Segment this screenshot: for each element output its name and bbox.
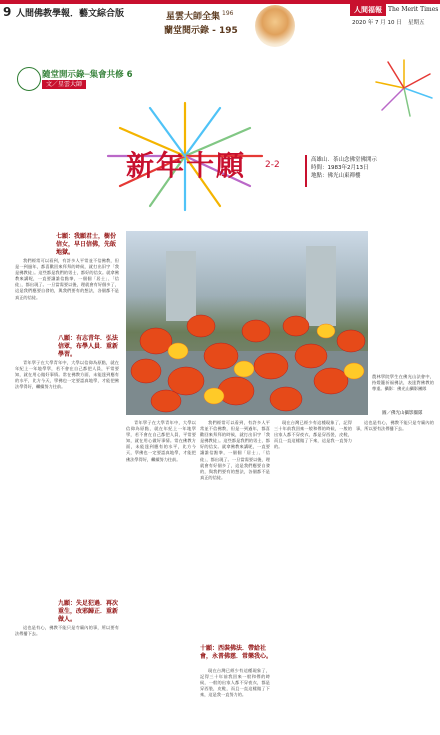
article-title: 新年十願	[126, 149, 247, 182]
section-2-body	[15, 360, 119, 570]
section-4-body	[200, 668, 270, 723]
article-kicker: 隨堂開示錄─集會共修 6	[42, 70, 133, 80]
section-2-title: 八願：有志青年．弘法信眾，布學人員．重新學習。	[58, 335, 119, 358]
lotus-icon	[17, 67, 41, 91]
section-3-text: 這也是有心，佛教不能只是寺廟內的事，所以要有法傳播下去。	[15, 625, 119, 637]
page-number: 9	[3, 5, 12, 19]
article-title-part: 2-2	[265, 160, 280, 170]
series-banner	[150, 5, 260, 43]
issue-weekday: 星期五	[408, 20, 425, 26]
info-head: 高雄山．茶山念佛堂佛開示	[311, 157, 378, 163]
photo-credit: 圖／佛光山攝影團隊	[382, 411, 423, 416]
info-rule	[305, 155, 307, 187]
body-column-2	[126, 420, 196, 725]
column-3-text: 我們經常可以看到，有許多人平常並不信佛教，但是一到過年，都喜歡回來拜拜的時候，就打出旧字「我是佛教徒」。這些都是我們的男士，都好的信女。就拿佛教來講呢，一直要讓誰信點拳，一個個「居士」、「信徒」，都出現了。一旦當需要以後，理就會有好個多了，這是我們應要自發的，與我們要有的想法，各個都不是真正的信徒。	[200, 420, 270, 480]
lantern-photo-art	[126, 231, 368, 415]
body-column-4	[274, 420, 352, 725]
column-4-text: 現在台灣已經少有這種現象了，記得三十年前我回來一般和傳的時候，一般的出家人都不穿夜衣，都是穿西裝，皮鞋，而且一直這樣做了下來，這是我一直努力的。	[274, 420, 352, 450]
small-firework-decoration	[374, 58, 434, 118]
section-1-text: 我們經常可以看到，有許多人平常並不信佛教，但是一到過年，都喜歡回來拜拜的時候，就打出旧字「我是佛教徒」。這些都是我們的男士，都好的信女。就拿佛教來講呢，一直要讓誰信點拳，一個個「居士」、「信徒」，都出現了。一旦當需要以後，理就會有好個多了，這是我們應要自發的，與我們要有的想法，各個都不是真正的信徒。	[15, 258, 119, 300]
series-title: 星雲大師全集	[166, 12, 221, 22]
info-line-2: 地點：佛光山東禪樓	[311, 173, 361, 179]
section-2-text: 青年學子在大學青年中，大學以信仰為原點，就在年紀上一年地學學，若不會在自己都把人員，平常要知，就在用心做好事情。常在佛教方面，未能達到應有的水平，比方今天，學佛也一定要認真地學，才能把佛法學得好，繼續努力往前。	[15, 360, 119, 390]
paper-en: The Merit Times	[388, 6, 439, 13]
section-1-title: 七願：我願君士，樹份信女，早日信佛，先皈地獄。	[56, 233, 117, 256]
series-subtitle: 蘭堂閱示錄 - 195	[164, 26, 238, 36]
photo-caption	[372, 374, 434, 408]
lantern-photo	[126, 231, 368, 415]
section-1-body	[15, 258, 119, 322]
series-number: 196	[222, 10, 234, 17]
body-column-3	[200, 420, 270, 645]
section-4-title: 十願：西裝佛法．帶給社會，永普佛慈．常樂我心。	[200, 645, 273, 660]
info-box	[311, 156, 377, 180]
column-5-text: 這也是有心，佛教不能只是寺廟內的事，所以要有法傳播下去。	[356, 420, 434, 432]
info-line-1: 時間：1983年2月13日	[311, 165, 369, 171]
section-3-head	[58, 600, 120, 624]
section-3-body	[15, 625, 119, 715]
section-title: 人間佛教學報．藝文綜合版	[16, 9, 125, 19]
master-portrait	[255, 5, 295, 47]
section-1-head	[56, 233, 120, 257]
column-2-text: 青年學子在大學青年中，大學以信仰為原點，就在年紀上一年地學學，若不會在自己都把人員，平常要知，就在用心做好事情。常在佛教方面，未能達到應有的水平，比方今天，學佛也一定要認真地學，才能把佛法學得好，繼續努力往前。	[126, 420, 196, 462]
photo-caption-text: 農林學院學生在佛光山法會中，持燈籠祈福佛法，表達對佛教的尊重。攝影：佛光山攝影團隊	[372, 374, 434, 391]
section-3-title: 九願：失足犯過．再次重生，改邪歸正．重新做人。	[58, 600, 119, 623]
section-2-head	[58, 335, 120, 359]
paper-logo: 人間福報	[350, 4, 386, 16]
section-4-head	[200, 645, 272, 661]
issue-date: 2020 年 7 月 10 日	[352, 20, 402, 26]
section-4-text: 現在台灣已經少有這種現象了，記得三十年前我回來一般和傳的時候，一般的出家人都不穿夜衣，都是穿西裝，皮鞋，而且一直這樣做了下來，這是我一直努力的。	[200, 668, 270, 698]
body-column-5	[356, 420, 434, 725]
article-byline: 文／星雲大師	[42, 80, 86, 89]
